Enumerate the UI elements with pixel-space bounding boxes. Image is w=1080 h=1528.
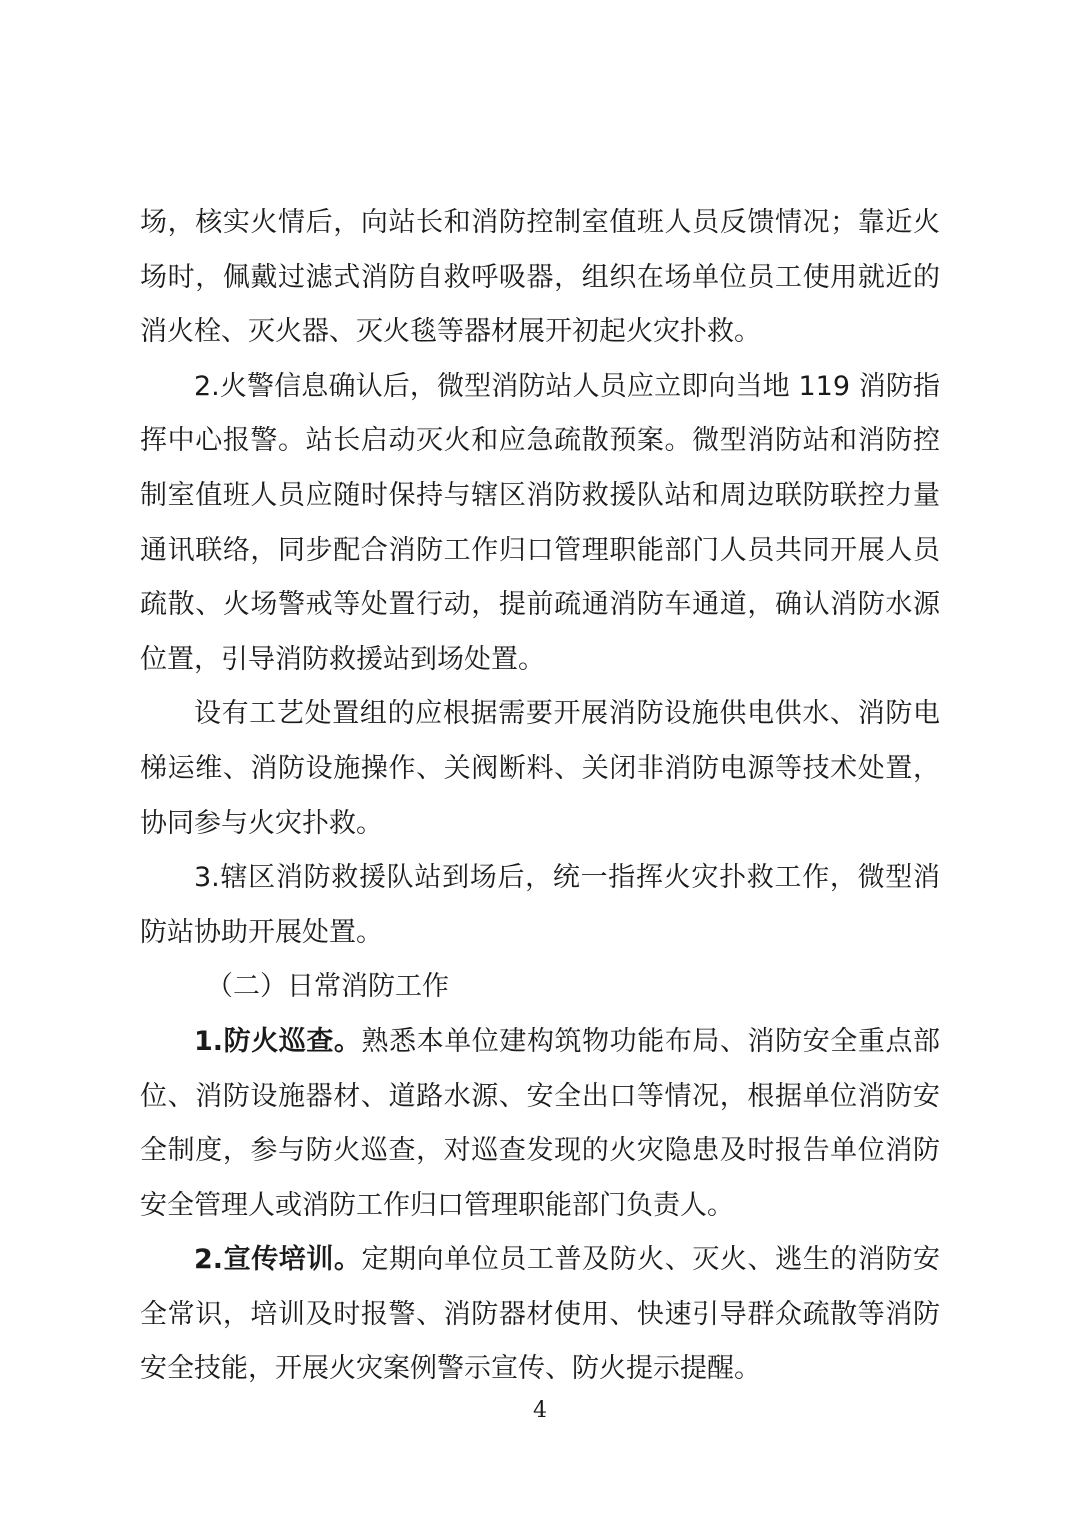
page-number: 4 <box>533 1398 547 1423</box>
paragraph-item-3: 3.辖区消防救援队站到场后，统一指挥火灾扑救工作，微型消防站协助开展处置。 <box>140 862 940 948</box>
paragraph-publicity-training <box>140 1233 940 1397</box>
paragraph-lead-publicity-training: 2.宣传培训。 <box>194 1244 362 1276</box>
section-heading: （二）日常消防工作 <box>206 971 449 1003</box>
paragraph-item-2: 2.火警信息确认后，微型消防站人员应立即向当地 119 消防指挥中心报警。站长启动灭火和应急疏散预案。微型消防站和消防控制室值班人员应随时保持与辖区消防救援队站和周边联防联控力量通讯联络，同步配合消防工作归口管理职能部门人员共同开展人员疏散、火场警戒等处置行动，提前疏通消防车通道，确认消防水源位置，引导消防救援站到场处置。 <box>140 370 940 675</box>
document-body <box>140 196 940 1397</box>
paragraph-continuation: 场，核实火情后，向站长和消防控制室值班人员反馈情况；靠近火场时，佩戴过滤式消防自救呼吸器，组织在场单位员工使用就近的消火栓、灭火器、灭火毯等器材展开初起火灾扑救。 <box>140 207 940 348</box>
paragraph-body-fire-patrol: 熟悉本单位建构筑物功能布局、消防安全重点部位、消防设施器材、道路水源、安全出口等情况，根据单位消防安全制度，参与防火巡查，对巡查发现的火灾隐患及时报告单位消防安全管理人或消防工作归口管理职能部门负责人。 <box>140 1025 941 1221</box>
paragraph-fire-patrol <box>140 1015 940 1233</box>
paragraph-lead-fire-patrol: 1.防火巡查。 <box>194 1025 362 1057</box>
paragraph-body-publicity-training: 定期向单位员工普及防火、灭火、逃生的消防安全常识，培训及时报警、消防器材使用、快速引导群众疏散等消防安全技能，开展火灾案例警示宣传、防火提示提醒。 <box>140 1244 941 1385</box>
paragraph-process-group: 设有工艺处置组的应根据需要开展消防设施供电供水、消防电梯运维、消防设施操作、关阀断料、关闭非消防电源等技术处置，协同参与火灾扑救。 <box>140 698 940 839</box>
